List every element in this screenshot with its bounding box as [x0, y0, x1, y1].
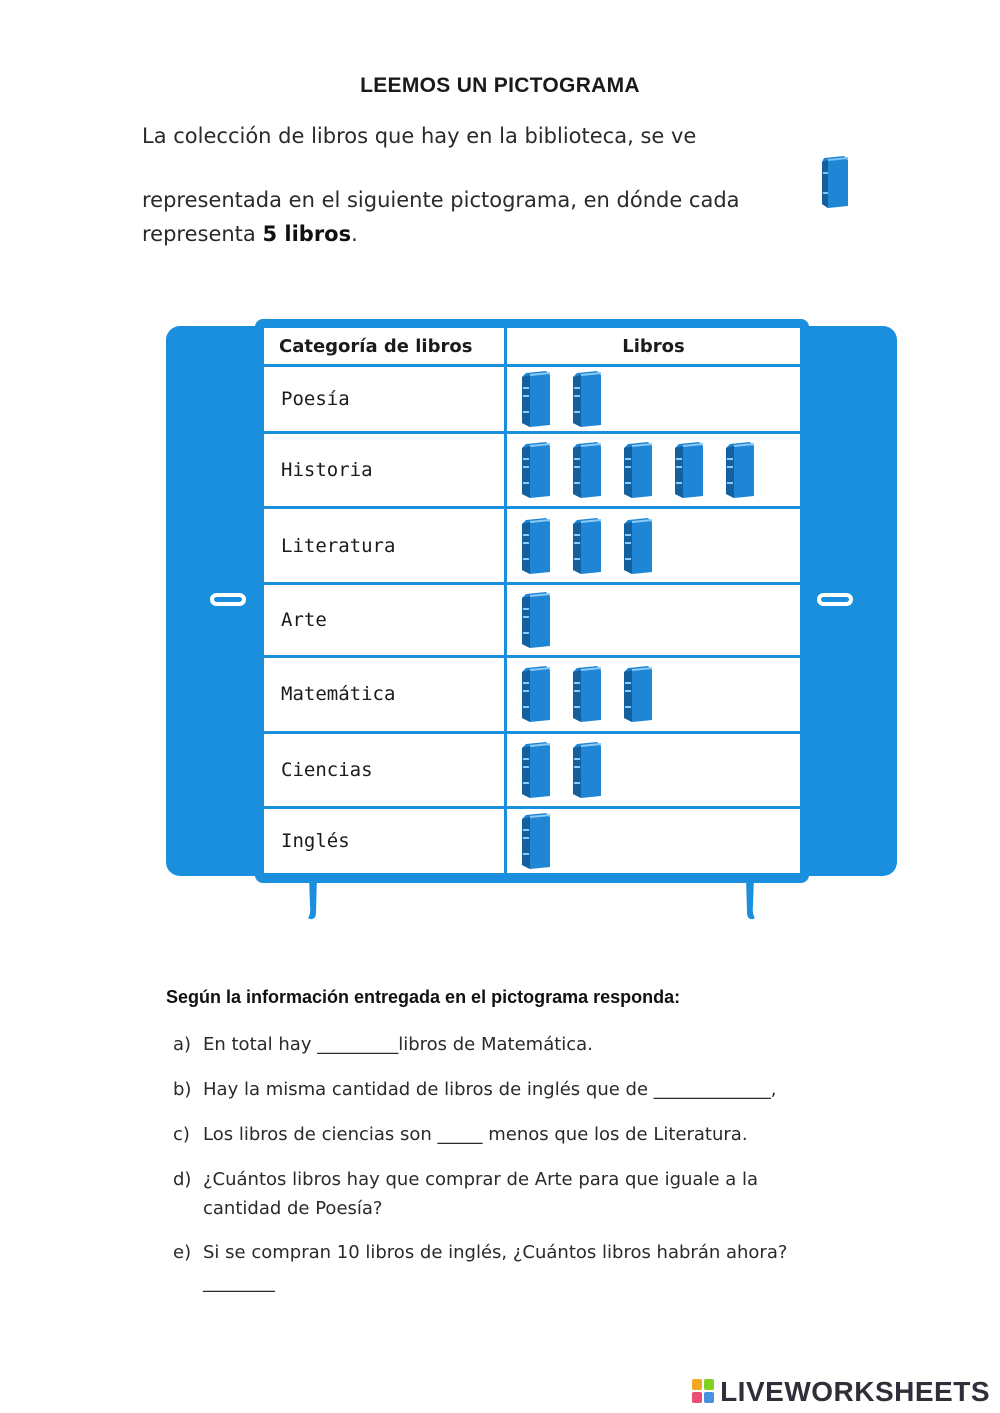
- book-icon: [621, 516, 654, 576]
- logo-text: LIVEWORKSHEETS: [720, 1376, 990, 1407]
- pictogram-row: [263, 807, 802, 874]
- books-cell: [506, 508, 802, 583]
- question-d-line-2: cantidad de Poesía?: [203, 1198, 383, 1219]
- pictogram-row: [263, 657, 802, 732]
- question-letter: a): [173, 1034, 192, 1055]
- question-text: Si se compran 10 libros de inglés, ¿Cuántos libros habrán ahora?: [203, 1242, 788, 1263]
- category-label: Matemática: [263, 657, 506, 732]
- book-icon: [570, 369, 603, 429]
- question-e: [173, 1242, 787, 1263]
- books-cell: [506, 657, 802, 732]
- question-text: ¿Cuántos libros hay que comprar de Arte para que iguale a la: [203, 1169, 759, 1190]
- question-c: [173, 1124, 748, 1145]
- book-icon: [519, 590, 552, 650]
- question-letter: e): [173, 1242, 192, 1263]
- question-b: [173, 1079, 776, 1100]
- intro-line-2: representada en el siguiente pictograma, en dónde cada: [142, 188, 740, 212]
- book-icon: [621, 664, 654, 724]
- questions-heading: Según la información entregada en el pictograma responda:: [166, 987, 681, 1007]
- book-icon: [519, 664, 552, 724]
- board-leg-left: [306, 876, 320, 920]
- liveworksheets-logo: [692, 1376, 990, 1408]
- header-category: Categoría de libros: [263, 327, 506, 366]
- question-letter: c): [173, 1124, 190, 1145]
- category-label: Literatura: [263, 508, 506, 583]
- question-text: Hay la misma cantidad de libros de inglés que de _____________,: [203, 1079, 777, 1100]
- books-cell: [506, 433, 802, 508]
- book-icon: [672, 440, 705, 500]
- pictogram-row: [263, 732, 802, 807]
- pictogram-table: [261, 325, 803, 876]
- board-leg-right: [743, 876, 757, 920]
- category-label: Ciencias: [263, 732, 506, 807]
- header-books: Libros: [506, 327, 802, 366]
- logo-icon: [692, 1379, 716, 1405]
- question-a: [173, 1034, 593, 1055]
- books-cell: [506, 583, 802, 656]
- book-icon: [570, 740, 603, 800]
- book-icon: [723, 440, 756, 500]
- book-icon: [519, 516, 552, 576]
- board-handle-right: [817, 593, 853, 606]
- pictogram-row: [263, 583, 802, 656]
- intro-line-1: La colección de libros que hay en la biblioteca, se ve: [142, 124, 697, 148]
- books-cell: [506, 366, 802, 433]
- book-icon: [519, 369, 552, 429]
- question-text: En total hay _________libros de Matemática.: [203, 1034, 593, 1055]
- intro-line-3: [142, 222, 358, 246]
- books-cell: [506, 732, 802, 807]
- question-letter: d): [173, 1169, 192, 1190]
- intro-line-3-suffix: .: [351, 222, 358, 246]
- pictogram-body: [263, 366, 802, 875]
- pictogram-row: [263, 508, 802, 583]
- category-label: Poesía: [263, 366, 506, 433]
- intro-line-3-bold: 5 libros: [262, 222, 352, 246]
- pictogram-row: [263, 433, 802, 508]
- question-e-answer-line: ________: [203, 1272, 275, 1293]
- page-title: LEEMOS UN PICTOGRAMA: [360, 74, 640, 97]
- book-icon: [570, 516, 603, 576]
- category-label: Arte: [263, 583, 506, 656]
- book-icon: [621, 440, 654, 500]
- board-handle-left: [210, 593, 246, 606]
- intro-line-3-prefix: representa: [142, 222, 263, 246]
- book-icon: [519, 740, 552, 800]
- books-cell: [506, 807, 802, 874]
- legend-book-icon: [818, 154, 852, 210]
- book-icon: [519, 811, 552, 871]
- question-d: [173, 1169, 758, 1190]
- category-label: Historia: [263, 433, 506, 508]
- book-icon: [570, 664, 603, 724]
- pictogram-row: [263, 366, 802, 433]
- question-letter: b): [173, 1079, 192, 1100]
- question-text: Los libros de ciencias son _____ menos que los de Literatura.: [203, 1124, 748, 1145]
- category-label: Inglés: [263, 807, 506, 874]
- book-icon: [570, 440, 603, 500]
- book-icon: [519, 440, 552, 500]
